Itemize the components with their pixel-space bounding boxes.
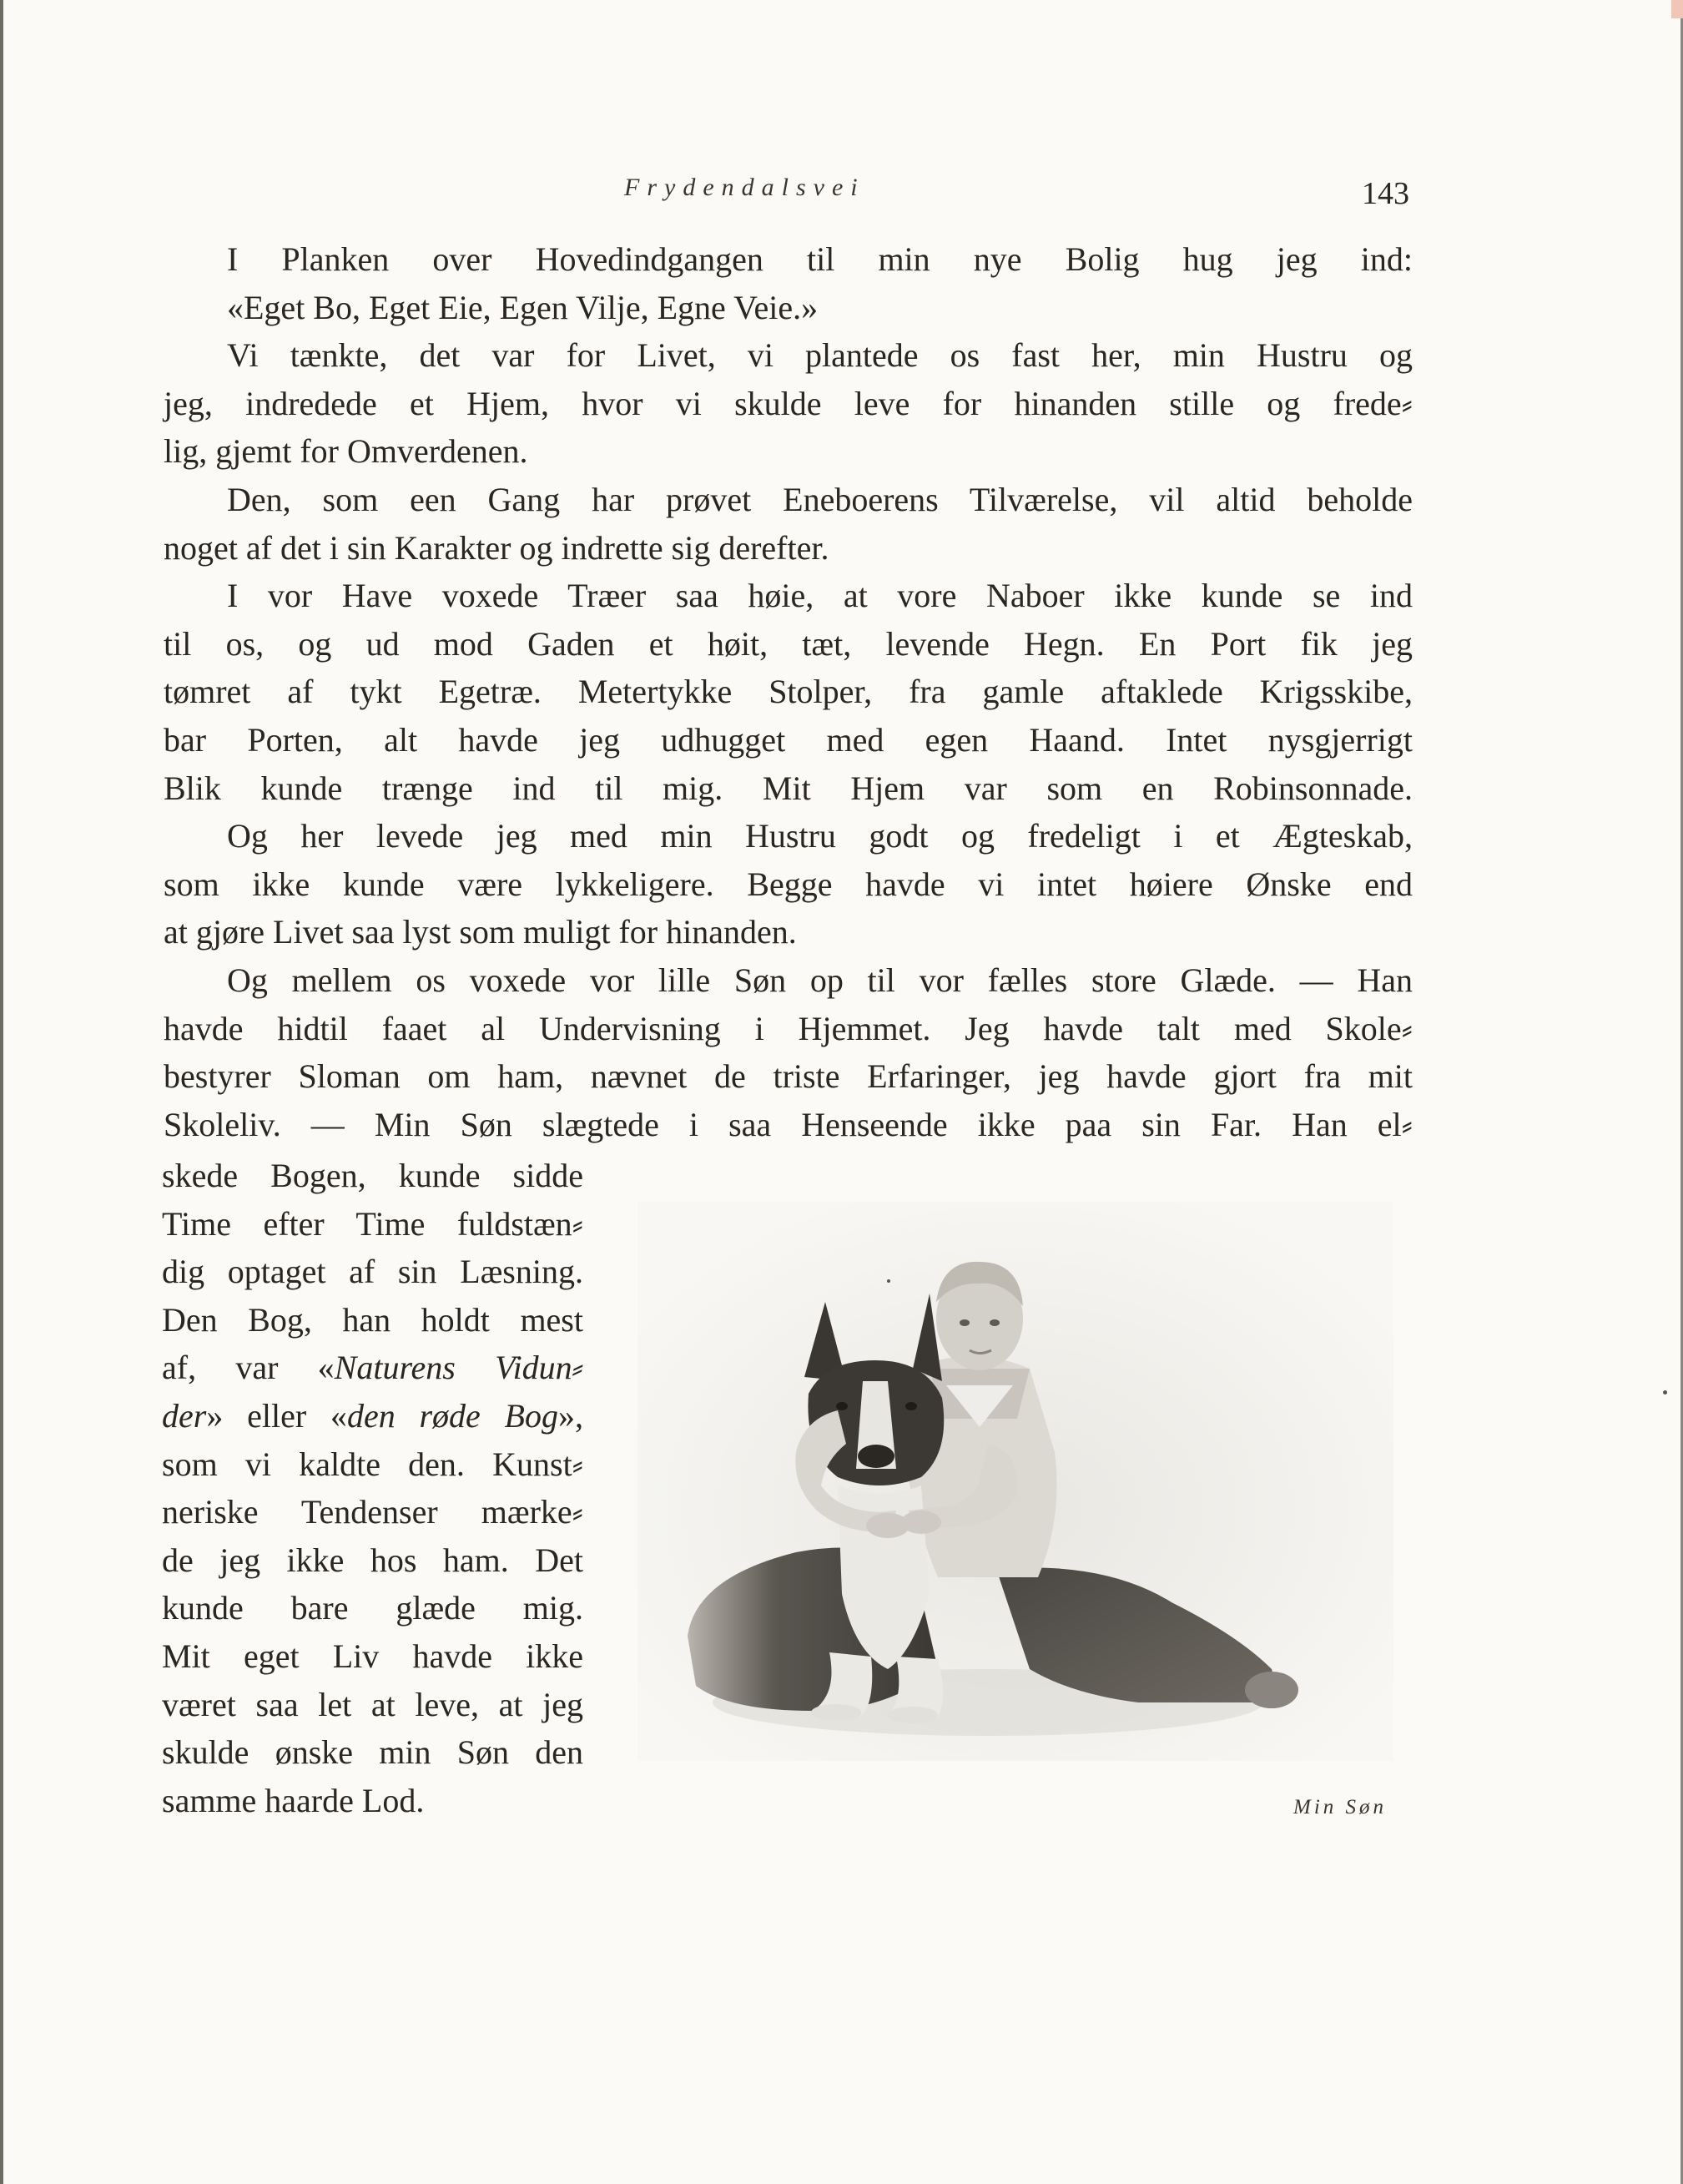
text-line (162, 1392, 583, 1440)
text-line: som ikke kunde være lykkeligere. Begge havde vi intet høiere Ønske end (164, 865, 1413, 903)
text-line: dig optaget af sin Læsning. (162, 1253, 583, 1291)
side-column-text (162, 1152, 583, 1824)
text-line: lig, gjemt for Omverdenen. (164, 432, 528, 471)
text-line: Skoleliv. — Min Søn slægtede i saa Henseende ikke paa sin Far. Han el⸗ (164, 1105, 1413, 1143)
text-line: kunde bare glæde mig. (162, 1589, 583, 1627)
text-line: noget af det i sin Karakter og indrette sig derefter. (164, 528, 829, 567)
text-line: skulde ønske min Søn den (162, 1733, 583, 1772)
page-edge-left (0, 0, 3, 2184)
text-line (162, 1344, 583, 1392)
photo-boy-with-dog (637, 1202, 1393, 1761)
text-line: neriske Tendenser mærke⸗ (162, 1493, 583, 1531)
text-line: som vi kaldte den. Kunst⸗ (162, 1445, 583, 1483)
text-line: været saa let at leve, at jeg (162, 1685, 583, 1723)
text-fragment: », (558, 1396, 583, 1435)
body-text (164, 235, 1413, 1148)
photo-caption: Min Søn (1293, 1796, 1388, 1818)
text-line: I Planken over Hovedindgangen til min nye Bolig hug jeg ind: (227, 240, 1413, 278)
book-title-italic: den røde Bog (346, 1396, 558, 1435)
text-fragment: » eller « (206, 1396, 347, 1435)
text-line: Vi tænkte, det var for Livet, vi plantede os fast her, min Hustru og (227, 336, 1413, 375)
text-line: skede Bogen, kunde sidde (162, 1157, 583, 1194)
text-line: Mit eget Liv havde ikke (162, 1637, 583, 1675)
page-corner-mark (1671, 0, 1683, 18)
text-line: havde hidtil faaet al Undervisning i Hjemmet. Jeg havde talt med Skole⸗ (164, 1009, 1413, 1047)
text-line: I vor Have voxede Træer saa høie, at vore Naboer ikke kunde se ind (227, 577, 1413, 615)
text-line: Og her levede jeg med min Hustru godt og fredeligt i et Ægteskab, (227, 817, 1413, 855)
text-line: de jeg ikke hos ham. Det (162, 1541, 583, 1579)
text-line: Time efter Time fuldstæn⸗ (162, 1204, 583, 1243)
text-line: Og mellem os voxede vor lille Søn op til vor fælles store Glæde. — Han (227, 961, 1413, 999)
page-number: 143 (1362, 176, 1409, 211)
page-speck (887, 1279, 890, 1283)
page-speck (1663, 1390, 1667, 1395)
book-title-italic: der (162, 1396, 207, 1435)
text-line: Blik kunde trænge ind til mig. Mit Hjem var som en Robinsonnade. (164, 769, 1413, 807)
text-line: tømret af tykt Egetræ. Metertykke Stolper, fra gamle aftaklede Krigsskibe, (164, 673, 1413, 711)
text-line: Den, som een Gang har prøvet Eneboerens Tilværelse, vil altid beholde (227, 480, 1413, 518)
book-title-italic: Naturens Vidun⸗ (334, 1349, 583, 1387)
text-line: bestyrer Sloman om ham, nævnet de triste Erfaringer, jeg havde gjort fra mit (164, 1057, 1413, 1096)
text-fragment: af, var « (162, 1349, 335, 1387)
text-line: at gjøre Livet saa lyst som muligt for hinanden. (164, 913, 797, 951)
text-line: til os, og ud mod Gaden et høit, tæt, levende Hegn. En Port fik jeg (164, 624, 1413, 663)
text-line: jeg, indredede et Hjem, hvor vi skulde leve for hinanden stille og frede⸗ (164, 384, 1413, 422)
running-title: Frydendalsvei (624, 174, 865, 201)
photo-illustration (637, 1202, 1393, 1761)
text-line: bar Porten, alt havde jeg udhugget med egen Haand. Intet nysgjerrigt (164, 720, 1413, 759)
text-line: samme haarde Lod. (162, 1781, 425, 1819)
text-line: «Eget Bo, Eget Eie, Egen Vilje, Egne Veie.» (227, 288, 819, 326)
text-line: Den Bog, han holdt mest (162, 1300, 583, 1339)
